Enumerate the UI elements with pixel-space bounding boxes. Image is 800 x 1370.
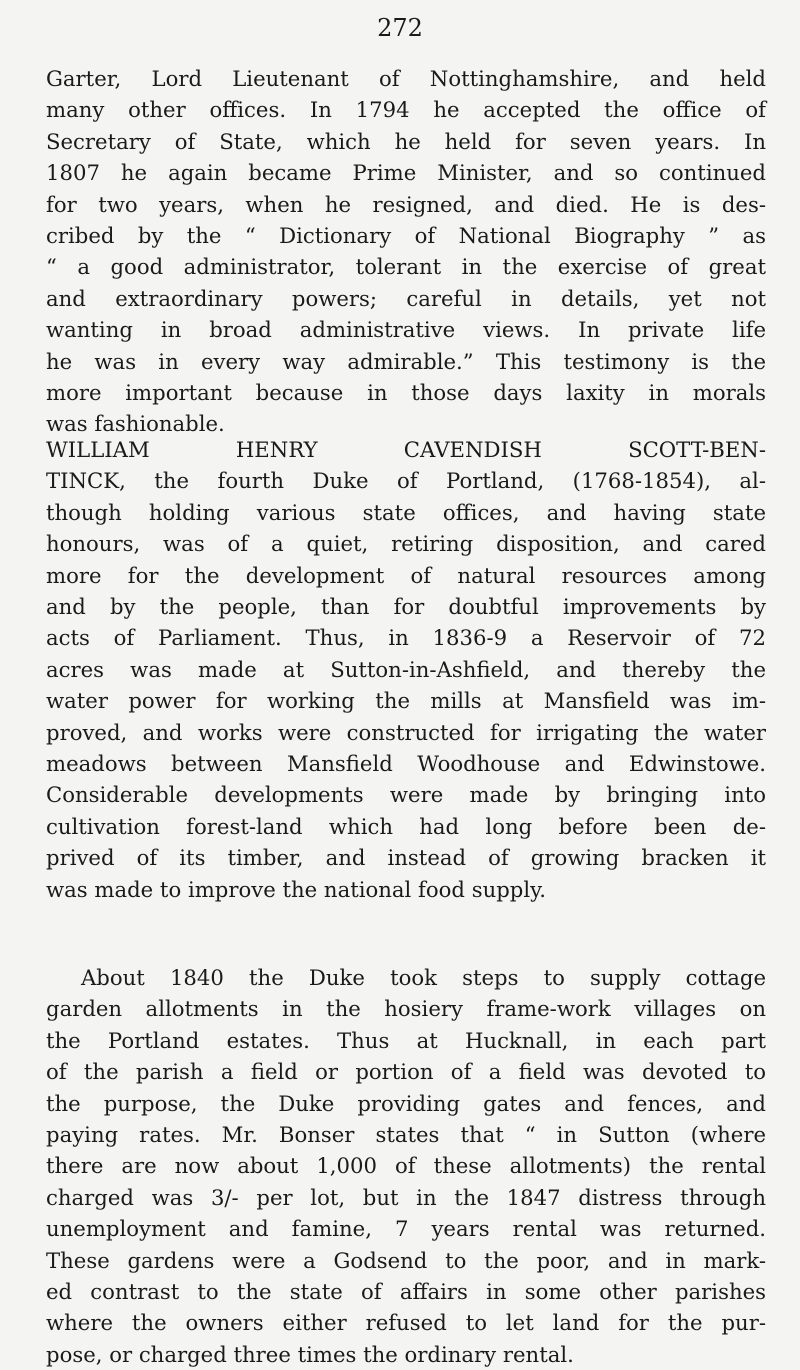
text-line: of the parish a field or portion of a field was devoted to <box>46 1059 766 1085</box>
text-line: wanting in broad administrative views. In private life <box>46 317 766 343</box>
text-line: was fashionable. <box>46 411 225 437</box>
text-line: acts of Parliament. Thus, in 1836-9 a Reservoir of 72 <box>46 625 766 651</box>
text-line: pose, or charged three times the ordinary rental. <box>46 1341 574 1367</box>
text-line: “ a good administrator, tolerant in the exercise of great <box>46 254 766 280</box>
text-line: acres was made at Sutton-in-Ashfield, and thereby the <box>46 656 766 682</box>
text-line: Considerable developments were made by bringing into <box>46 782 766 808</box>
text-line: he was in every way admirable.” This testimony is the <box>46 348 766 374</box>
text-line: was made to improve the national food supply. <box>46 876 547 902</box>
text-line: cultivation forest-land which had long before been de- <box>46 813 766 839</box>
text-line: paying rates. Mr. Bonser states that “ in Sutton (where <box>46 1122 766 1148</box>
paragraph-fourth-duke-portland <box>46 434 766 905</box>
text-line: Secretary of State, which he held for seven years. In <box>46 128 766 154</box>
text-line: These gardens were a Godsend to the poor, and in mark- <box>46 1247 766 1273</box>
text-line: unemployment and famine, 7 years rental was returned. <box>46 1216 766 1242</box>
text-line: for two years, when he resigned, and died. He is des- <box>46 191 766 217</box>
text-line: charged was 3/- per lot, but in the 1847 distress through <box>46 1184 766 1210</box>
text-line: and by the people, than for doubtful improvements by <box>46 594 766 620</box>
text-line: prived of its timber, and instead of growing bracken it <box>46 845 766 871</box>
text-line: meadows between Mansfield Woodhouse and Edwinstowe. <box>46 751 766 777</box>
text-line: water power for working the mills at Mansfield was im- <box>46 688 766 714</box>
text-line: Garter, Lord Lieutenant of Nottinghamshire, and held <box>46 66 766 91</box>
text-line: many other offices. In 1794 he accepted the office of <box>46 97 766 123</box>
text-line: and extraordinary powers; careful in details, yet not <box>46 285 766 311</box>
text-line: the purpose, the Duke providing gates and fences, and <box>46 1090 766 1116</box>
text-line: though holding various state offices, and having state <box>46 499 766 525</box>
text-line: garden allotments in the hosiery frame-work villages on <box>46 996 766 1022</box>
paragraph-gower-biography <box>46 63 766 440</box>
page-number: 272 <box>377 14 423 42</box>
text-line: ed contrast to the state of affairs in some other parishes <box>46 1279 766 1305</box>
text-line: WILLIAM HENRY CAVENDISH SCOTT-BEN- <box>46 437 766 462</box>
text-line: where the owners either refused to let land for the pur- <box>46 1310 766 1336</box>
text-line: 1807 he again became Prime Minister, and so continued <box>46 160 766 186</box>
text-line: the Portland estates. Thus at Hucknall, in each part <box>46 1027 766 1053</box>
text-line: honours, was of a quiet, retiring disposition, and cared <box>46 531 766 557</box>
text-line: more for the development of natural resources among <box>46 562 766 588</box>
text-line: TINCK, the fourth Duke of Portland, (1768-1854), al- <box>46 468 766 494</box>
text-line: more important because in those days laxity in morals <box>46 380 766 406</box>
text-line: cribed by the “ Dictionary of National Biography ” as <box>46 223 766 249</box>
text-line: About 1840 the Duke took steps to supply cottage <box>81 965 766 990</box>
text-line: proved, and works were constructed for irrigating the water <box>46 719 766 745</box>
text-line: there are now about 1,000 of these allotments) the rental <box>46 1153 766 1179</box>
